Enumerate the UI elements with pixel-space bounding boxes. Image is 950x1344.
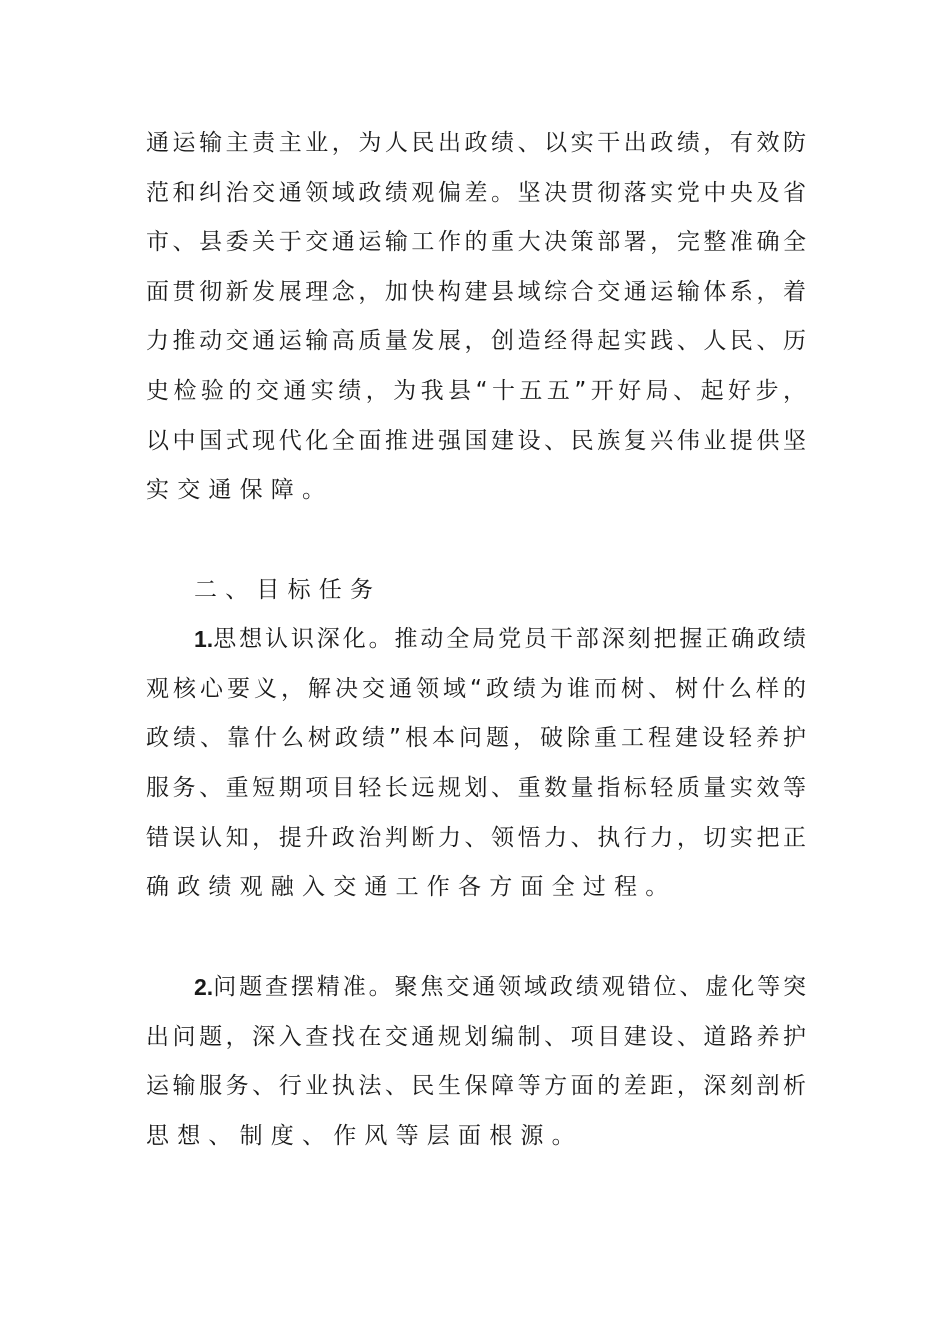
paragraph-line: 错误认知，提升政治判断力、领悟力、执行力，切实把正 (146, 825, 806, 851)
paragraph-line: 确政绩观融入交通工作各方面全过程。 (146, 874, 677, 900)
paragraph-line: 以中国式现代化全面推进强国建设、民族复兴伟业提供坚 (146, 428, 806, 454)
paragraph-line: 市、县委关于交通运输工作的重大决策部署，完整准确全 (146, 229, 806, 255)
paragraph-line: 思想、制度、作风等层面根源。 (146, 1123, 583, 1149)
item-number: 1. (194, 626, 214, 652)
paragraph-line: 服务、重短期项目轻长远规划、重数量指标轻质量实效等 (146, 775, 806, 801)
item1-title: 思想认识深化。推动全局党员干部深刻把握正确政绩 (213, 626, 806, 652)
paragraph-line: 面贯彻新发展理念，加快构建县域综合交通运输体系，着 (146, 279, 806, 305)
paragraph-line: 观核心要义，解决交通领域“政绩为谁而树、树什么样的 (146, 676, 806, 702)
paragraph-line: 通运输主责主业，为人民出政绩、以实干出政绩，有效防 (146, 130, 806, 156)
paragraph-line: 实交通保障。 (146, 477, 334, 503)
paragraph-line: 运输服务、行业执法、民生保障等方面的差距，深刻剖析 (146, 1073, 806, 1099)
section-heading: 二、目标任务 (194, 577, 382, 603)
item-number: 2. (194, 974, 214, 1000)
item2-title: 问题查摆精准。聚焦交通领域政绩观错位、虚化等突 (213, 974, 806, 1000)
paragraph-line: 力推动交通运输高质量发展，创造经得起实践、人民、历 (146, 328, 806, 354)
item2-first-line (194, 972, 806, 1002)
paragraph-line: 范和纠治交通领域政绩观偏差。坚决贯彻落实党中央及省 (146, 180, 806, 206)
paragraph-line: 出问题，深入查找在交通规划编制、项目建设、道路养护 (146, 1024, 806, 1050)
paragraph-line: 政绩、靠什么树政绩”根本问题，破除重工程建设轻养护 (146, 725, 806, 751)
paragraph-line: 史检验的交通实绩，为我县“十五五”开好局、起好步， (146, 378, 806, 404)
item1-first-line (194, 624, 806, 654)
